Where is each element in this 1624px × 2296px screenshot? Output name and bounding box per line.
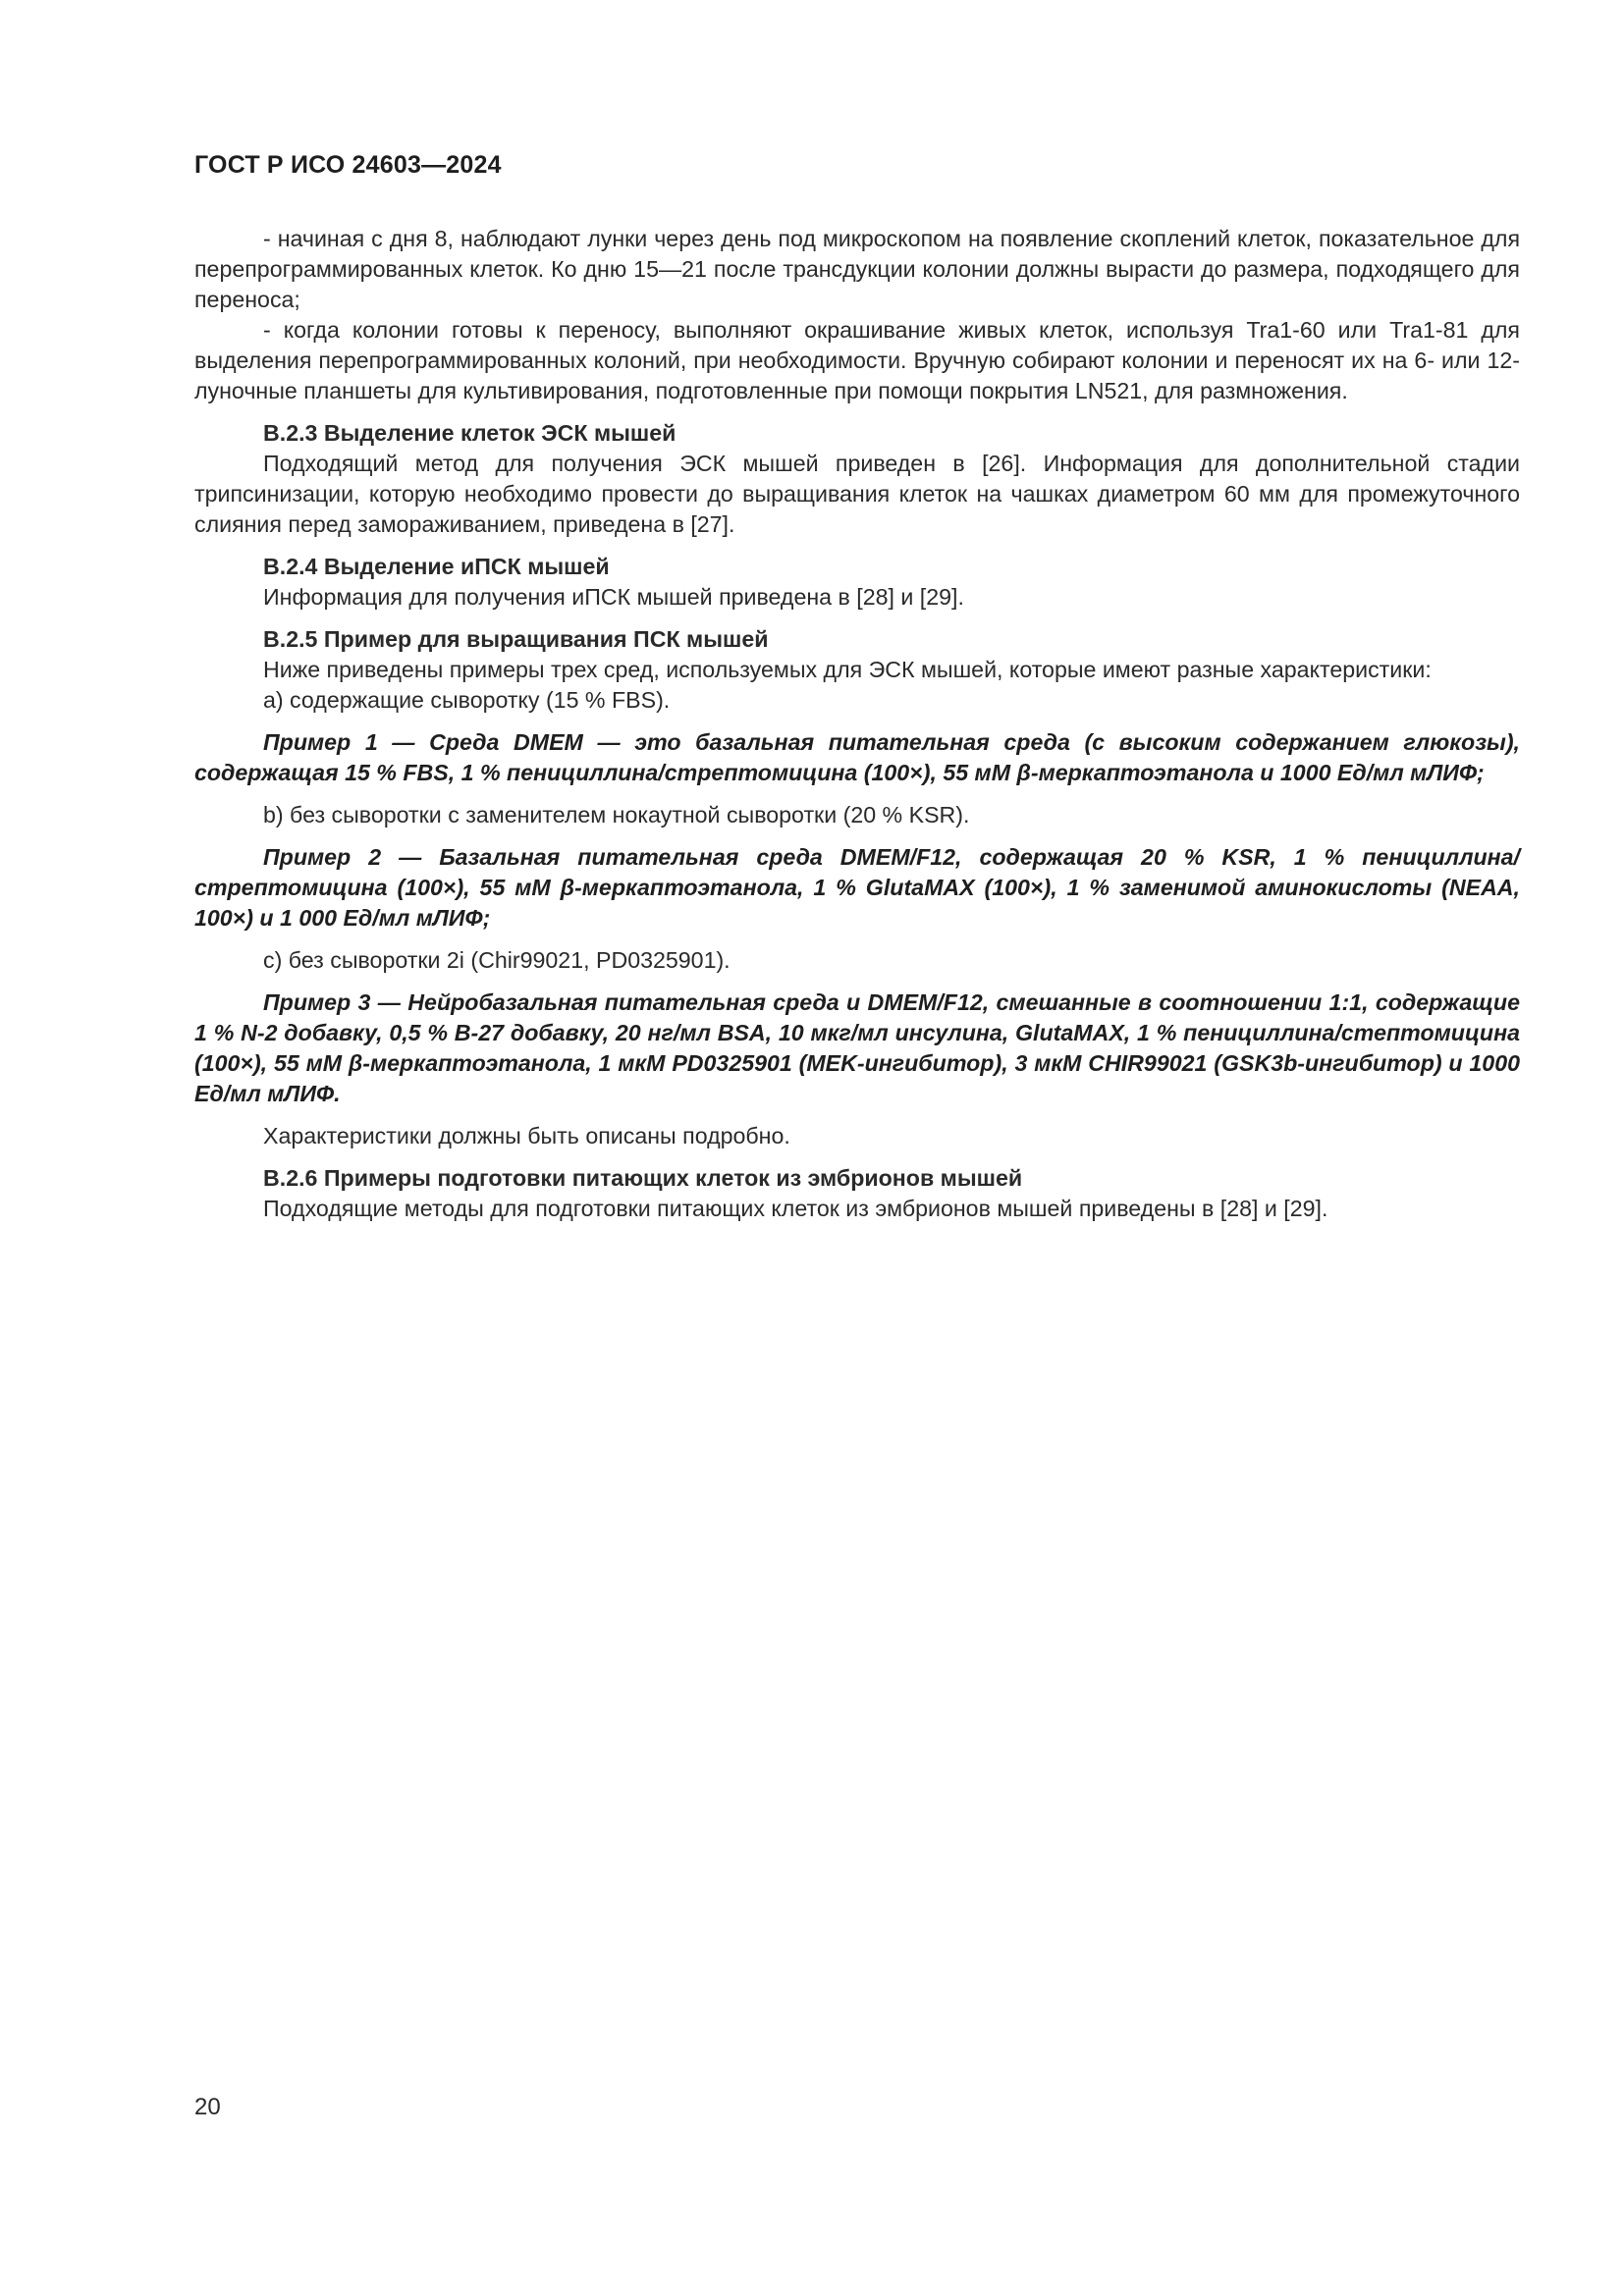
list-item: b) без сыворотки с заменителем нокаутной сыворотки (20 % KSR). bbox=[263, 802, 970, 828]
note-text: Характеристики должны быть описаны подробно. bbox=[263, 1123, 790, 1148]
page-number: 20 bbox=[194, 2094, 221, 2120]
example-text: Пример 2 — Базальная питательная среда DMEM/F12, содержащая 20 % KSR, 1 % пенициллина/стрептомицина (100×), 55 мМ β-меркаптоэтанола, 1 % GlutaMAX (100×), 1 % заменимой аминокислоты (NEAA, 100×) и 1 000 Ед/мл мЛИФ; bbox=[194, 844, 1520, 931]
list-item: c) без сыворотки 2i (Chir99021, PD0325901). bbox=[263, 947, 731, 973]
section-heading: B.2.4 Выделение иПСК мышей bbox=[263, 554, 610, 579]
section-heading: B.2.5 Пример для выращивания ПСК мышей bbox=[263, 626, 769, 652]
section-heading: B.2.3 Выделение клеток ЭСК мышей bbox=[263, 420, 677, 446]
example-text: Пример 3 — Нейробазальная питательная среда и DMEM/F12, смешанные в соотношении 1:1, содержащие 1 % N-2 добавку, 0,5 % B-27 добавку, 20 нг/мл BSA, 10 мкг/мл инсулина, GlutaMAX, 1 % пенициллина/стептомицина (100×), 55 мМ β-меркаптоэтанола, 1 мкМ PD0325901 (MEK-ингибитор), 3 мкМ CHIR99021 (GSK3b-ингибитор) и 1000 Ед/мл мЛИФ. bbox=[194, 989, 1520, 1106]
section-heading: B.2.6 Примеры подготовки питающих клеток из эмбрионов мышей bbox=[263, 1165, 1023, 1191]
document-body bbox=[194, 224, 1520, 1224]
section-text: Подходящие методы для подготовки питающих клеток из эмбрионов мышей приведены в [28] и [29]. bbox=[263, 1196, 1328, 1221]
bullet-paragraph: - начиная с дня 8, наблюдают лунки через день под микроскопом на появление скоплений клеток, показательное для перепрограммированных клеток. Ко дню 15—21 после трансдукции колонии должны вырасти до размера, подходящего для переноса; bbox=[194, 226, 1520, 312]
list-item: a) содержащие сыворотку (15 % FBS). bbox=[263, 687, 671, 713]
section-text: Информация для получения иПСК мышей приведена в [28] и [29]. bbox=[263, 584, 964, 610]
bullet-paragraph: - когда колонии готовы к переносу, выполняют окрашивание живых клеток, используя Tra1-60 или Tra1-81 для выделения перепрограммированных колоний, при необходимости. Вручную собирают колонии и переносят их на 6- или 12-луночные планшеты для культивирования, подготовленные при помощи покрытия LN521, для размножения. bbox=[194, 317, 1520, 403]
section-text: Ниже приведены примеры трех сред, используемых для ЭСК мышей, которые имеют разные характеристики: bbox=[263, 657, 1432, 682]
document-header: ГОСТ Р ИСО 24603—2024 bbox=[194, 151, 502, 179]
section-text: Подходящий метод для получения ЭСК мышей приведен в [26]. Информация для дополнительной стадии трипсинизации, которую необходимо провести до выращивания клеток на чашках диаметром 60 мм для промежуточного слияния перед замораживанием, приведена в [27]. bbox=[194, 451, 1520, 537]
example-text: Пример 1 — Среда DMEM — это базальная питательная среда (с высоким содержанием глюкозы), содержащая 15 % FBS, 1 % пенициллина/стрептомицина (100×), 55 мМ β-меркаптоэтанола и 1000 Ед/мл мЛИФ; bbox=[194, 729, 1520, 785]
